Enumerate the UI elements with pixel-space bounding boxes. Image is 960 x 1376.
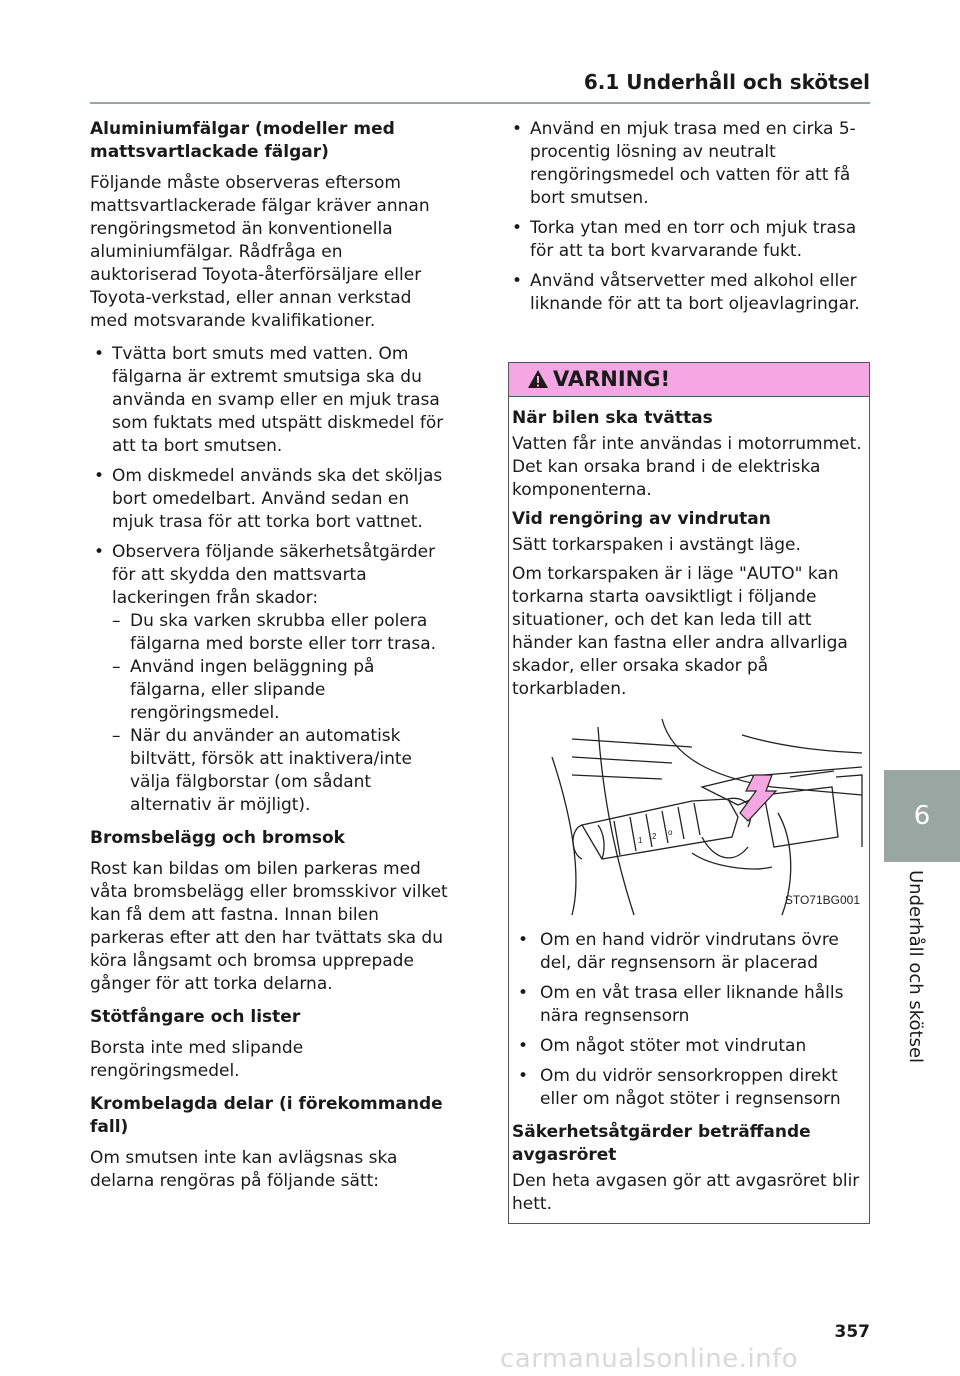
list-item-text: Observera följande säkerhetsåtgärder för att skydda den mattsvarta lackeringen från skador: — [112, 542, 436, 608]
warning-title: VARNING! — [553, 367, 671, 391]
chapter-tab — [884, 770, 960, 862]
section-header — [90, 70, 870, 104]
list-item: • Om du vidrör sensorkroppen direkt eller om något stöter i regnsensorn — [512, 1065, 864, 1111]
bumper-heading: Stötfångare och lister — [90, 1007, 301, 1027]
svg-text:2: 2 — [652, 832, 657, 841]
sub-list-item: – Använd ingen beläggning på fälgarna, eller slipande rengöringsmedel. — [112, 656, 450, 725]
alu-bullet-list — [90, 343, 450, 817]
sub-list-item: – När du använder an automatisk biltvätt, försök att inaktivera/inte välja fälgborstar (om sådant alternativ är möjligt). — [112, 725, 450, 817]
wiper-bullet-list — [512, 929, 864, 1111]
wash-heading: När bilen ska tvättas — [512, 408, 713, 428]
alu-sub-list — [112, 610, 450, 817]
bumper-text: Borsta inte med slipande rengöringsmedel. — [90, 1038, 304, 1081]
list-item — [90, 541, 450, 817]
list-item: • Om diskmedel används ska det sköljas bort omedelbart. Använd sedan en mjuk trasa för att torka bort vattnet. — [90, 465, 450, 534]
brake-text: Rost kan bildas om bilen parkeras med våta bromsbelägg eller bromsskivor vilket kan få dem att fastna. Innan bilen parkeras efter att den har tvättats ska du köra långsamt och bromsa upprepade gånger för att torka delarna. — [90, 859, 448, 994]
list-item: • Om en hand vidrör vindrutans övre del, där regnsensorn är placerad — [512, 929, 864, 975]
left-column — [90, 118, 450, 1203]
list-item: • Använd en mjuk trasa med en cirka 5-procentig lösning av neutralt rengöringsmedel och vatten för att få bort smutsen. — [508, 118, 870, 210]
chrome-text: Om smutsen inte kan avlägsnas ska delarna rengöras på följande sätt: — [90, 1148, 398, 1191]
svg-text:o: o — [668, 828, 673, 837]
wash-text: Vatten får inte användas i motorrummet. Det kan orsaka brand i de elektriska komponenterna. — [512, 434, 862, 500]
wiper-text-2: Om torkarspaken är i läge "AUTO" kan torkarna starta oavsiktligt i följande situationer, och det kan leda till att händer kan fastna eller andra allvarliga skador, eller orsaka skador på torkarbladen. — [512, 564, 848, 699]
svg-text:1: 1 — [638, 836, 643, 845]
wiper-text-1: Sätt torkarspaken i avstängt läge. — [512, 535, 801, 555]
watermark: carmanualsonline.info — [500, 1344, 799, 1374]
chapter-number: 6 — [913, 801, 931, 831]
exhaust-heading: Säkerhetsåtgärder beträffande avgasröret — [512, 1122, 811, 1165]
list-item: • Torka ytan med en torr och mjuk trasa för att ta bort kvarvarande fukt. — [508, 217, 870, 263]
figure-code: STO71BG001 — [784, 893, 860, 907]
list-item: • Om något stöter mot vindrutan — [512, 1035, 864, 1058]
warning-title-row — [527, 367, 670, 391]
wiper-lever-illustration — [542, 717, 868, 917]
warning-header — [509, 363, 869, 397]
chrome-bullet-list — [508, 118, 870, 316]
wiper-lever-drawing — [542, 717, 868, 917]
alu-heading: Aluminiumfälgar (modeller med mattsvartlackade fälgar) — [90, 119, 395, 162]
alu-text: Följande måste observeras eftersom mattsvartlackerade fälgar kräver annan rengöringsmetod än konventionella aluminiumfälgar. Rådfråga en auktoriserad Toyota-återförsäljare eller Toyota-verkstad, eller annan verkstad med motsvarande kvalifikationer. — [90, 173, 430, 331]
list-item: • Tvätta bort smuts med vatten. Om fälgarna är extremt smutsiga ska du använda en svamp eller en mjuk trasa som fuktats med utspätt diskmedel för att ta bort smutsen. — [90, 343, 450, 458]
list-item: • Använd våtservetter med alkohol eller liknande för att ta bort oljeavlagringar. — [508, 270, 870, 316]
right-column — [508, 118, 870, 326]
exhaust-text: Den heta avgasen gör att avgasröret blir hett. — [512, 1171, 860, 1214]
page-number: 357 — [834, 1322, 870, 1342]
list-item: • Om en våt trasa eller liknande hålls nära regnsensorn — [512, 982, 864, 1028]
brake-heading: Bromsbelägg och bromsok — [90, 828, 345, 848]
section-title: 6.1 Underhåll och skötsel — [583, 70, 870, 94]
wiper-heading: Vid rengöring av vindrutan — [512, 509, 771, 529]
chrome-heading: Krombelagda delar (i förekommande fall) — [90, 1094, 443, 1137]
warning-triangle-icon — [527, 369, 549, 389]
sub-list-item: – Du ska varken skrubba eller polera fälgarna med borste eller torr trasa. — [112, 610, 450, 656]
warning-box — [508, 362, 870, 1224]
chapter-label: Underhåll och skötsel — [905, 870, 926, 1064]
warning-body — [512, 407, 864, 1222]
